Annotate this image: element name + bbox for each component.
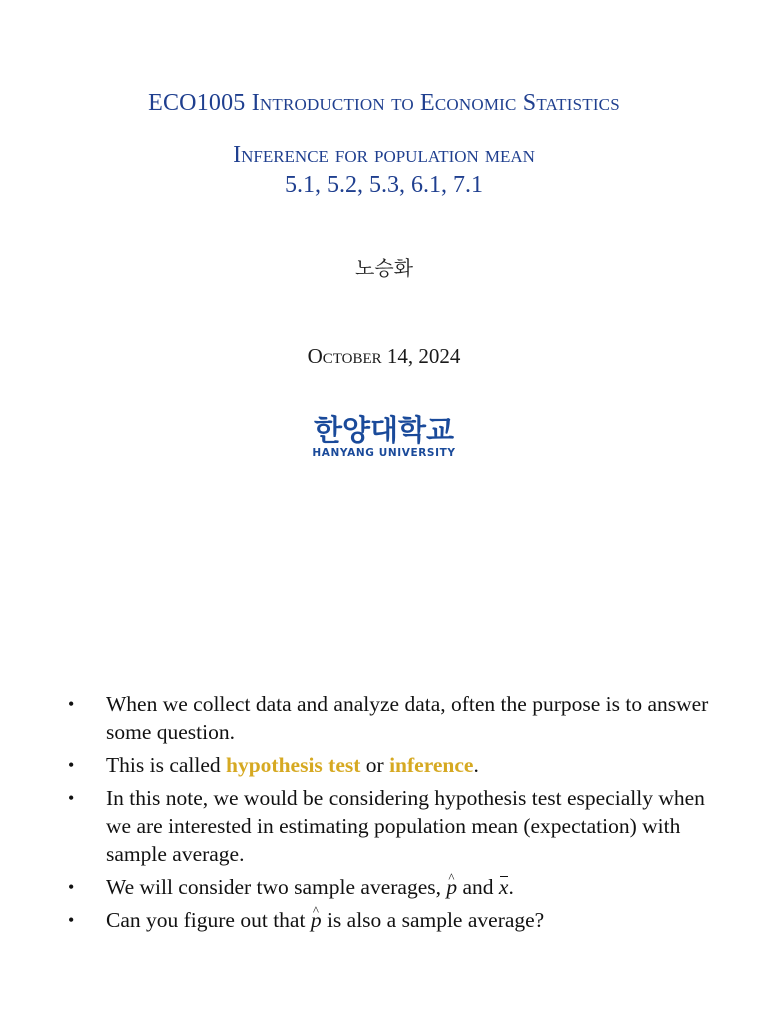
list-item: [68, 751, 728, 779]
bullet-icon: •: [68, 910, 75, 930]
bullet-text: or: [360, 753, 390, 777]
presentation-date: October 14, 2024: [307, 344, 461, 368]
bullet-text: This is called: [106, 753, 227, 777]
p-hat-symbol: ^ p: [311, 906, 322, 934]
bullet-text: In this note, we would be considering hypothesis test especially when we are interested in estimating population mean (expectation) with sample average.: [106, 786, 705, 866]
bullet-icon: •: [68, 788, 75, 808]
bullet-icon: •: [68, 755, 75, 775]
subtitle: [0, 140, 768, 200]
author-name: 노승화: [355, 256, 413, 280]
section-numbers: 5.1, 5.2, 5.3, 6.1, 7.1: [285, 172, 483, 198]
course-title: ECO1005 Introduction to Economic Statistics: [148, 90, 620, 116]
logo-korean-text: 한양대학교: [313, 413, 455, 447]
bullet-list: [68, 690, 728, 939]
logo-english-text: HANYANG UNIVERSITY: [312, 447, 456, 459]
bullet-text: .: [508, 875, 514, 899]
x-bar-symbol: x: [498, 875, 509, 899]
list-item: [68, 784, 728, 868]
university-logo: [0, 414, 768, 459]
bullet-icon: •: [68, 694, 75, 714]
bullet-icon: •: [68, 877, 75, 897]
topic-title: Inference for population mean: [233, 142, 535, 168]
bullet-text: Can you figure out that: [106, 908, 311, 932]
bullet-text: When we collect data and analyze data, often the purpose is to answer some question.: [106, 692, 709, 744]
list-item: [68, 690, 728, 746]
p-hat-symbol: ^ p: [446, 873, 457, 901]
bullet-text: and: [457, 875, 499, 899]
content-slide: [0, 690, 768, 990]
list-item: [68, 906, 728, 934]
list-item: [68, 873, 728, 901]
highlight-hypothesis-test: hypothesis test: [226, 753, 361, 777]
highlight-inference: inference: [389, 753, 474, 777]
bullet-text: is also a sample average?: [321, 908, 545, 932]
bullet-text: We will consider two sample averages,: [106, 875, 447, 899]
bullet-text: .: [473, 753, 479, 777]
